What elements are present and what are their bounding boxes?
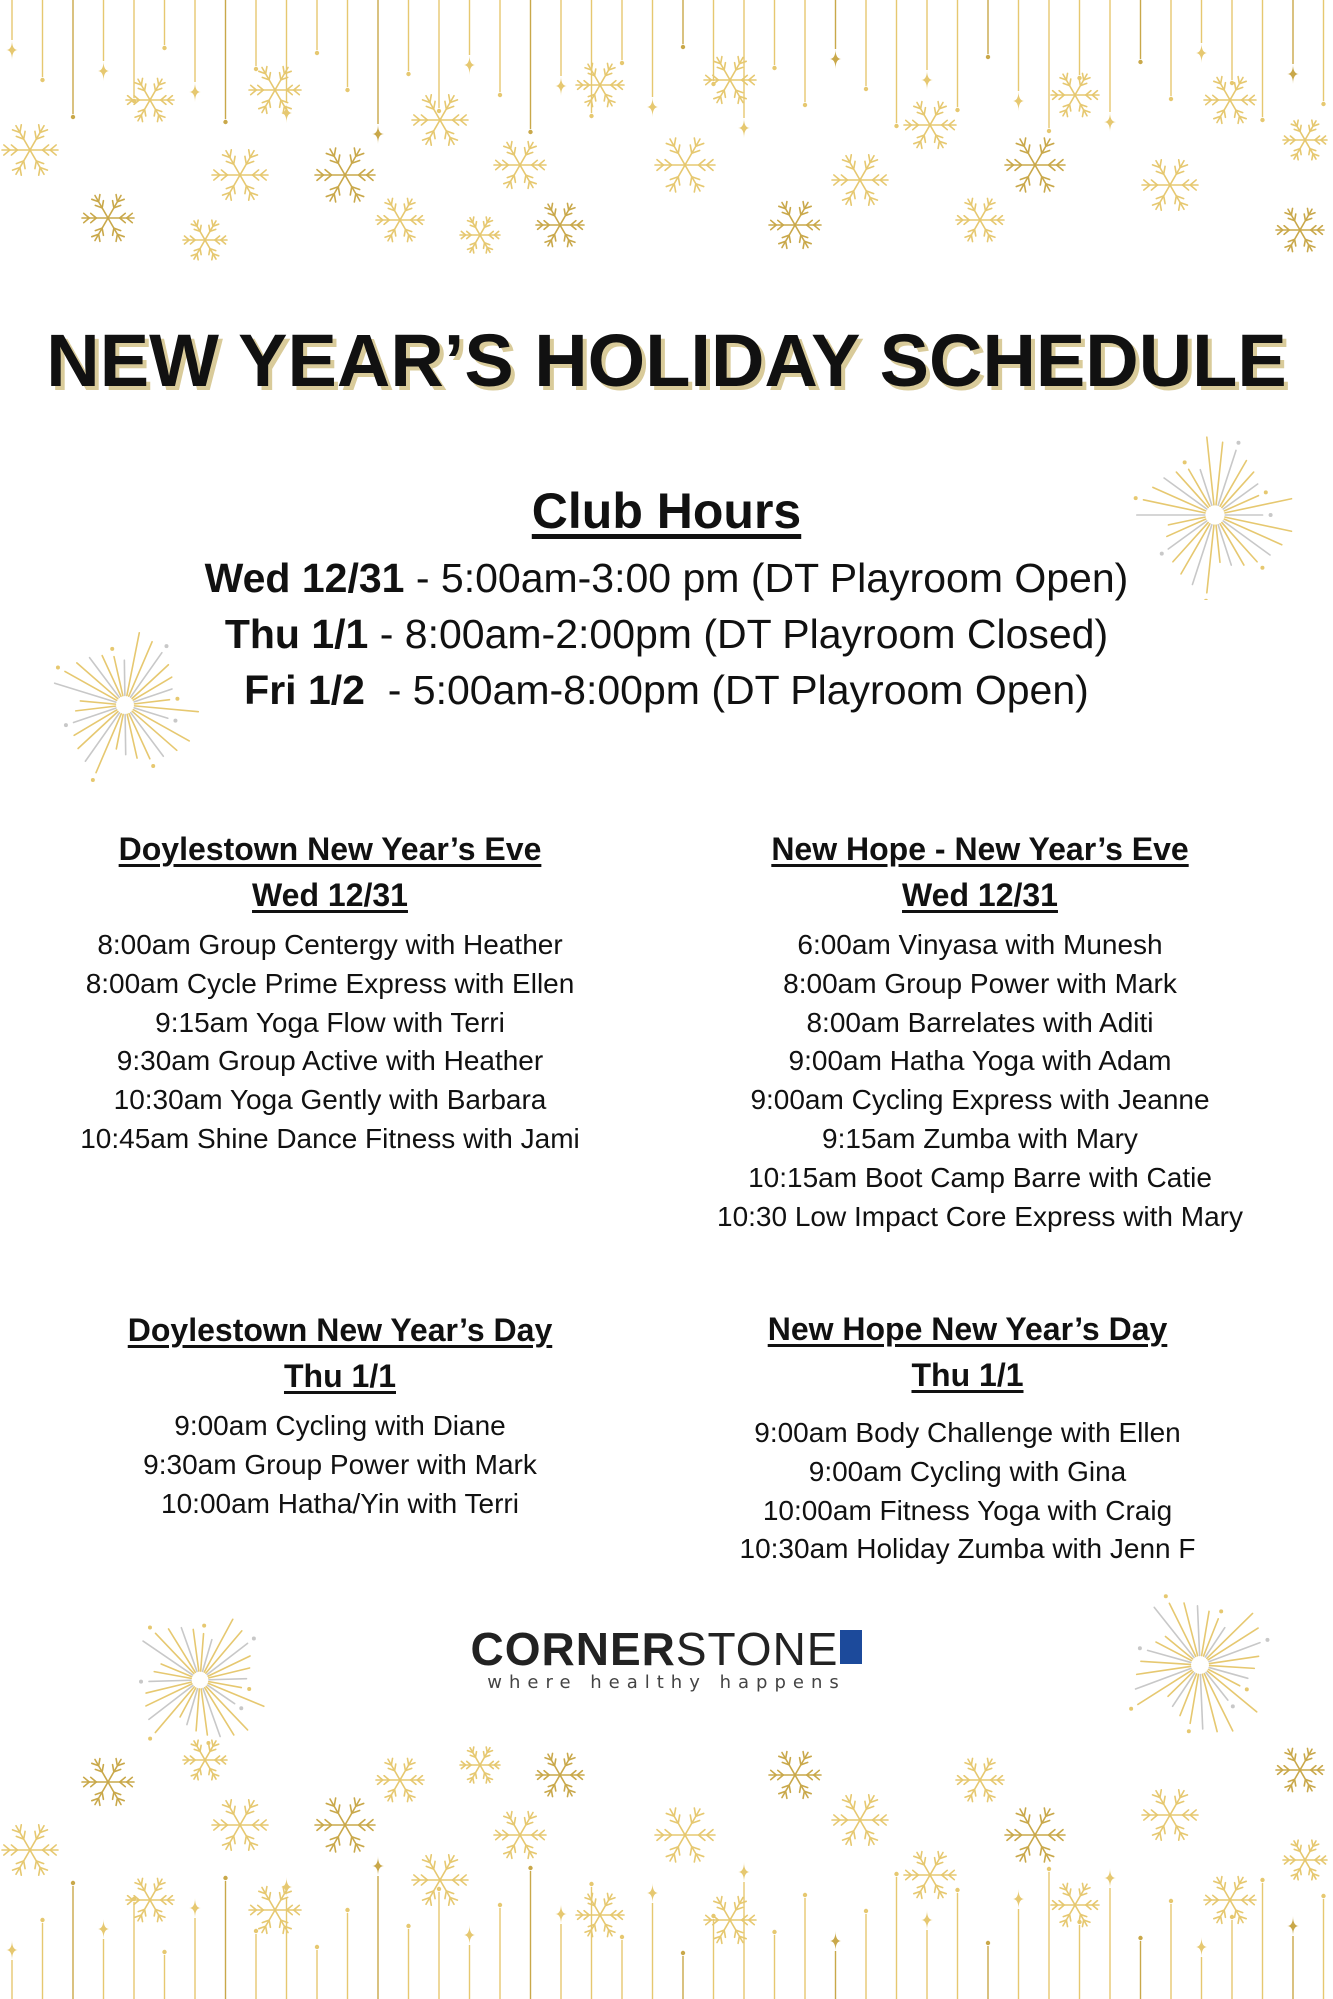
newhope-eve-section — [680, 826, 1280, 1236]
schedule-item: 9:15am Yoga Flow with Terri — [155, 1006, 505, 1038]
logo-square-icon — [840, 1630, 862, 1664]
schedule-item: 9:00am Cycling with Diane — [174, 1410, 506, 1441]
schedule-item: 10:15am Boot Camp Barre with Catie — [748, 1161, 1212, 1193]
schedule-item: 9:15am Zumba with Mary — [822, 1122, 1138, 1154]
schedule-item: 10:30am Holiday Zumba with Jenn F — [739, 1533, 1196, 1565]
club-hours-line: Fri 1/2 - 5:00am-8:00pm (DT Playroom Open) — [244, 667, 1089, 713]
schedule-item: 8:00am Barrelates with Aditi — [806, 1006, 1154, 1038]
schedule-item: 8:00am Cycle Prime Express with Ellen — [85, 967, 575, 999]
section-heading: New Hope - New Year’s Eve — [771, 831, 1189, 867]
club-hours-heading: Club Hours — [531, 483, 802, 539]
section-heading: Doylestown New Year’s Day — [127, 1312, 553, 1348]
schedule-item: 9:00am Hatha Yoga with Adam — [788, 1045, 1172, 1077]
schedule-item: 9:30am Group Power with Mark — [143, 1448, 537, 1480]
cornerstone-logo — [0, 1622, 1333, 1693]
schedule-item: 8:00am Group Power with Mark — [783, 967, 1177, 999]
doylestown-eve-section — [40, 826, 620, 1159]
section-date: Wed 12/31 — [252, 877, 408, 913]
logo-tagline: where healthy happens — [487, 1672, 846, 1693]
schedule-item: 6:00am Vinyasa with Munesh — [797, 929, 1163, 960]
club-hours-line: Wed 12/31 - 5:00am-3:00 pm (DT Playroom Open) — [204, 555, 1129, 601]
section-date: Thu 1/1 — [283, 1358, 396, 1394]
section-heading: Doylestown New Year’s Eve — [118, 831, 542, 867]
schedule-item: 10:30am Yoga Gently with Barbara — [113, 1084, 547, 1116]
snowflake-garland-bottom — [0, 1730, 1333, 1999]
schedule-item: 9:00am Cycling Express with Jeanne — [750, 1084, 1210, 1116]
schedule-item: 10:30 Low Impact Core Express with Mary — [717, 1200, 1243, 1232]
section-heading: New Hope New Year’s Day — [767, 1311, 1168, 1347]
section-date: Wed 12/31 — [902, 877, 1058, 913]
snowflake-garland-top — [0, 0, 1333, 270]
doylestown-day-section — [40, 1307, 640, 1523]
schedule-item: 9:00am Body Challenge with Ellen — [754, 1417, 1181, 1448]
schedule-item: 9:30am Group Active with Heather — [116, 1045, 544, 1077]
newhope-day-section — [680, 1306, 1255, 1569]
schedule-item: 10:00am Hatha/Yin with Terri — [161, 1487, 519, 1519]
schedule-item: 10:45am Shine Dance Fitness with Jami — [80, 1122, 580, 1154]
section-date: Thu 1/1 — [911, 1357, 1024, 1393]
schedule-item: 9:00am Cycling with Gina — [808, 1455, 1127, 1487]
club-hours-line: Thu 1/1 - 8:00am-2:00pm (DT Playroom Closed) — [224, 611, 1109, 657]
page-title: NEW YEAR’S HOLIDAY SCHEDULE — [46, 319, 1287, 402]
schedule-item: 8:00am Group Centergy with Heather — [97, 929, 563, 960]
schedule-item: 10:00am Fitness Yoga with Craig — [762, 1494, 1173, 1526]
club-hours-section — [0, 482, 1333, 718]
logo-wordmark: CORNERSTONE — [470, 1623, 839, 1675]
